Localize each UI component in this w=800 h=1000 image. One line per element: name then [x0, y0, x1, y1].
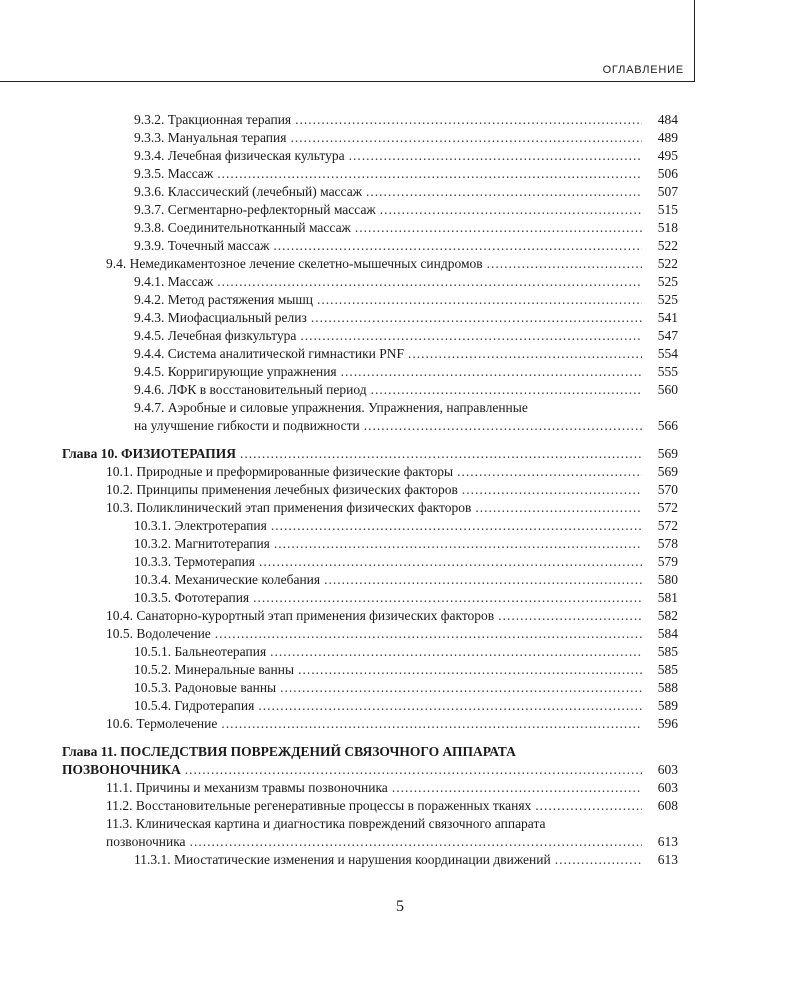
- dot-leader: [341, 363, 642, 381]
- toc-entry-page: 525: [657, 274, 678, 289]
- toc-entry: [106, 607, 678, 625]
- toc-entry-title: 10.3.5. Фототерапия: [134, 590, 250, 605]
- toc-entry-page: 613: [657, 852, 678, 867]
- toc-entry-page: 572: [657, 518, 678, 533]
- toc-entry: [134, 237, 678, 255]
- toc-entry-page: 588: [657, 680, 678, 695]
- dot-leader: [364, 417, 642, 435]
- toc-entry: [134, 183, 678, 201]
- dot-leader: [217, 273, 642, 291]
- header-vertical-rule: [694, 0, 695, 82]
- toc-entry-title: 10.5.4. Гидротерапия: [134, 698, 255, 713]
- dot-leader: [271, 517, 642, 535]
- toc-entry-title: 9.3.3. Мануальная терапия: [134, 130, 287, 145]
- toc-entry: [134, 535, 678, 553]
- dot-leader: [324, 571, 642, 589]
- toc-entry: [134, 381, 678, 399]
- toc-entry: [134, 589, 678, 607]
- toc-entry-title: 9.4.1. Массаж: [134, 274, 214, 289]
- toc-entry-page: 608: [657, 798, 678, 813]
- toc-entry-page: 585: [657, 662, 678, 677]
- dot-leader: [380, 201, 642, 219]
- dot-leader: [240, 445, 642, 463]
- dot-leader: [371, 381, 642, 399]
- toc-entry: [134, 327, 678, 345]
- dot-leader: [273, 237, 642, 255]
- dot-leader: [317, 291, 642, 309]
- running-header: ОГЛАВЛЕНИЕ: [602, 64, 684, 76]
- dot-leader: [190, 833, 642, 851]
- toc-entry-title-line2: на улучшение гибкости и подвижности: [134, 418, 360, 433]
- chapter-heading: [62, 445, 678, 463]
- chapter-heading: [62, 761, 678, 779]
- dot-leader: [475, 499, 642, 517]
- page-number: 5: [396, 898, 404, 915]
- dot-leader: [349, 147, 642, 165]
- toc-entry: [134, 219, 678, 237]
- dot-leader: [258, 697, 642, 715]
- dot-leader: [295, 111, 642, 129]
- toc-entry: [134, 273, 678, 291]
- toc-entry-page: 525: [657, 292, 678, 307]
- toc-entry-page: 495: [657, 148, 678, 163]
- toc-entry-title: 9.3.5. Массаж: [134, 166, 214, 181]
- toc-entry: [106, 255, 678, 273]
- toc-entry-title: 10.3.3. Термотерапия: [134, 554, 255, 569]
- toc-entry-page: 572: [657, 500, 678, 515]
- toc-entry-title: 9.3.4. Лечебная физическая культура: [134, 148, 345, 163]
- toc-entry-page: 569: [657, 446, 678, 461]
- toc-entry: [134, 517, 678, 535]
- toc-entry-title: 10.5.2. Минеральные ванны: [134, 662, 295, 677]
- toc-entry-title: 10.5. Водолечение: [106, 626, 211, 641]
- toc-entry: [106, 481, 678, 499]
- toc-entry: [134, 363, 678, 381]
- toc-entry-page: 596: [657, 716, 678, 731]
- dot-leader: [498, 607, 642, 625]
- dot-leader: [535, 797, 642, 815]
- toc-entry: [106, 463, 678, 481]
- toc-entry-page: 507: [657, 184, 678, 199]
- toc-entry-title: 9.4.3. Миофасциальный релиз: [134, 310, 307, 325]
- toc-entry-title: 11.2. Восстановительные регенеративные процессы в пораженных тканях: [106, 798, 532, 813]
- toc-entry-title: 9.3.7. Сегментарно-рефлекторный массаж: [134, 202, 376, 217]
- header-horizontal-rule: [0, 81, 695, 82]
- dot-leader: [185, 761, 642, 779]
- toc-entry-title: Глава 10. ФИЗИОТЕРАПИЯ: [62, 446, 236, 461]
- toc-entry-page: 603: [657, 762, 678, 777]
- toc-entry-page: 484: [657, 112, 678, 127]
- toc-entry-page: 547: [657, 328, 678, 343]
- toc-entry-title: 9.3.8. Соединительнотканный массаж: [134, 220, 351, 235]
- dot-leader: [408, 345, 642, 363]
- toc-entry: [106, 625, 678, 643]
- dot-leader: [355, 219, 642, 237]
- toc-entry-page: 570: [657, 482, 678, 497]
- toc-entry-title-line2: позвоночника: [106, 834, 186, 849]
- dot-leader: [462, 481, 642, 499]
- toc-entry-title-line1: 9.4.7. Аэробные и силовые упражнения. Упражнения, направленные: [134, 400, 528, 415]
- toc-entry: [134, 345, 678, 363]
- toc-entry: [134, 201, 678, 219]
- toc-entry-title: 9.4.4. Система аналитической гимнастики PNF: [134, 346, 404, 361]
- toc-entry-title: 10.2. Принципы применения лечебных физических факторов: [106, 482, 458, 497]
- toc-entry: [106, 499, 678, 517]
- toc-entry-page: 560: [657, 382, 678, 397]
- toc-entry-page: 582: [657, 608, 678, 623]
- dot-leader: [290, 129, 642, 147]
- toc-entry-page: 569: [657, 464, 678, 479]
- dot-leader: [311, 309, 642, 327]
- toc-entry-page: 554: [657, 346, 678, 361]
- dot-leader: [217, 165, 642, 183]
- toc-entry-page: 580: [657, 572, 678, 587]
- toc-entry-title: 9.4. Немедикаментозное лечение скелетно-мышечных синдромов: [106, 256, 483, 271]
- dot-leader: [392, 779, 642, 797]
- toc-entry-page: 506: [657, 166, 678, 181]
- toc-entry-title: 10.3.1. Электротерапия: [134, 518, 267, 533]
- toc-entry: [134, 661, 678, 679]
- toc-entry-page: 566: [657, 418, 678, 433]
- dot-leader: [270, 643, 642, 661]
- toc-entry-page: 522: [657, 238, 678, 253]
- toc-entry: [134, 147, 678, 165]
- toc-entry-title: 9.3.2. Тракционная терапия: [134, 112, 292, 127]
- toc-entry-title: 9.4.5. Корригирующие упражнения: [134, 364, 337, 379]
- toc-entry: [134, 643, 678, 661]
- toc-entry: [134, 291, 678, 309]
- dot-leader: [215, 625, 642, 643]
- toc-entry: [134, 679, 678, 697]
- dot-leader: [253, 589, 642, 607]
- toc-entry-title: 10.5.3. Радоновые ванны: [134, 680, 277, 695]
- toc-entry-page: 515: [657, 202, 678, 217]
- toc-entry-page: 555: [657, 364, 678, 379]
- toc-entry: [106, 833, 678, 851]
- toc-entry: [134, 571, 678, 589]
- toc-entry-page: 518: [657, 220, 678, 235]
- toc-entry-title: 10.4. Санаторно-курортный этап применения физических факторов: [106, 608, 495, 623]
- toc-entry-page: 541: [657, 310, 678, 325]
- toc-entry-title: 9.4.2. Метод растяжения мышц: [134, 292, 313, 307]
- toc-entry-title: 9.4.5. Лечебная физкультура: [134, 328, 297, 343]
- chapter-heading-line2: ПОЗВОНОЧНИКА: [62, 762, 181, 777]
- toc-entry-page: 585: [657, 644, 678, 659]
- toc-entry-page: 578: [657, 536, 678, 551]
- toc-entry: [106, 715, 678, 733]
- toc-entry: [134, 165, 678, 183]
- toc-entry-title: 10.3.4. Механические колебания: [134, 572, 321, 587]
- toc-entry: [134, 309, 678, 327]
- toc-entry: [106, 797, 678, 815]
- dot-leader: [555, 851, 642, 869]
- dot-leader: [274, 535, 642, 553]
- toc-entry: [134, 553, 678, 571]
- dot-leader: [457, 463, 642, 481]
- dot-leader: [259, 553, 642, 571]
- toc-entry: [134, 111, 678, 129]
- toc-entry-title: 10.5.1. Бальнеотерапия: [134, 644, 267, 659]
- toc-entry: [106, 779, 678, 797]
- toc-entry-page: 579: [657, 554, 678, 569]
- toc-entry-title: 9.4.6. ЛФК в восстановительный период: [134, 382, 367, 397]
- toc-entry: [134, 697, 678, 715]
- toc-entry-page: 603: [657, 780, 678, 795]
- toc-entry-title: 9.3.9. Точечный массаж: [134, 238, 270, 253]
- toc-entry: [134, 129, 678, 147]
- toc-entry-title: 10.6. Термолечение: [106, 716, 218, 731]
- dot-leader: [298, 661, 642, 679]
- toc-entry-page: 584: [657, 626, 678, 641]
- dot-leader: [487, 255, 642, 273]
- dot-leader: [280, 679, 642, 697]
- toc-entry-title: 11.1. Причины и механизм травмы позвоночника: [106, 780, 388, 795]
- toc-entry-title: 10.3.2. Магнитотерапия: [134, 536, 270, 551]
- chapter-heading-line1: Глава 11. ПОСЛЕДСТВИЯ ПОВРЕЖДЕНИЙ СВЯЗОЧНОГО АППАРАТА: [62, 744, 516, 759]
- toc-entry: [134, 417, 678, 435]
- toc-entry-page: 589: [657, 698, 678, 713]
- toc-entry-title: 10.3. Поликлинический этап применения физических факторов: [106, 500, 472, 515]
- toc-entry: [134, 851, 678, 869]
- dot-leader: [366, 183, 642, 201]
- dot-leader: [221, 715, 642, 733]
- toc-entry-title: 9.3.6. Классический (лечебный) массаж: [134, 184, 363, 199]
- toc-entry-title: 11.3.1. Миостатические изменения и нарушения координации движений: [134, 852, 551, 867]
- toc-entry-title-line1: 11.3. Клиническая картина и диагностика повреждений связочного аппарата: [106, 816, 546, 831]
- toc-entry-title: 10.1. Природные и преформированные физические факторы: [106, 464, 454, 479]
- toc-entry-page: 613: [657, 834, 678, 849]
- toc-entry-page: 581: [657, 590, 678, 605]
- toc-entry-page: 489: [657, 130, 678, 145]
- dot-leader: [300, 327, 642, 345]
- toc-entry-page: 522: [657, 256, 678, 271]
